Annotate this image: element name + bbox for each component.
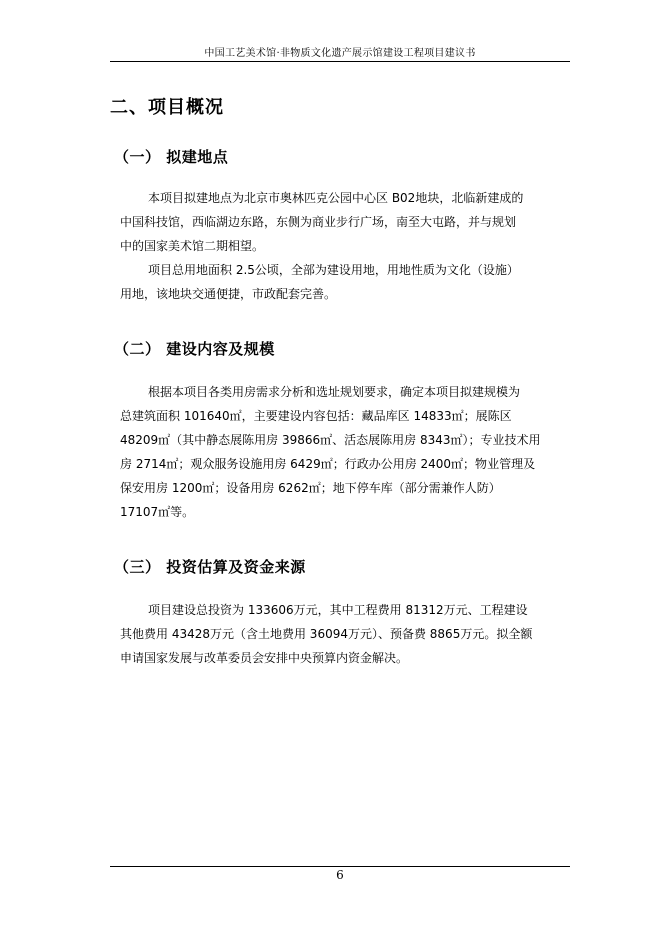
text-line: 总建筑面积 101640㎡，主要建设内容包括：藏品库区 14833㎡；展陈区 (120, 409, 512, 423)
subsection-title-location: （一） 拟建地点 (114, 148, 229, 166)
text-line: 17107㎡等。 (120, 505, 195, 519)
text-line: 用地，该地块交通便捷，市政配套完善。 (120, 287, 337, 301)
text-line: 申请国家发展与改革委员会安排中央预算内资金解决。 (120, 651, 409, 665)
text-line: 中国科技馆，西临湖边东路，东侧为商业步行广场，南至大屯路，并与规划 (120, 215, 517, 229)
text-line: 其他费用 43428万元（含土地费用 36094万元）、预备费 8865万元。拟全额 (120, 627, 533, 641)
text-line: 48209㎡（其中静态展陈用房 39866㎡、活态展陈用房 8343㎡）；专业技术用 (120, 433, 541, 447)
paragraph-investment (120, 598, 562, 670)
section-title: 二、项目概况 (110, 97, 224, 118)
footer-divider (110, 866, 570, 867)
subsection-title-scale: （二） 建设内容及规模 (114, 340, 275, 358)
paragraph-location (120, 186, 562, 306)
header-divider (110, 61, 570, 62)
text-line: 保安用房 1200㎡；设备用房 6262㎡；地下停车库（部分需兼作人防） (120, 481, 501, 495)
page-number: 6 (336, 868, 344, 882)
text-line: 项目建设总投资为 133606万元，其中工程费用 81312万元、工程建设 (148, 603, 528, 617)
text-line: 本项目拟建地点为北京市奥林匹克公园中心区 B02地块，北临新建成的 (148, 191, 524, 205)
text-line: 根据本项目各类用房需求分析和选址规划要求，确定本项目拟建规模为 (148, 385, 521, 399)
subsection-title-investment: （三） 投资估算及资金来源 (114, 558, 306, 576)
text-line: 中的国家美术馆二期相望。 (120, 239, 265, 253)
paragraph-scale (120, 380, 562, 524)
text-line: 房 2714㎡；观众服务设施用房 6429㎡；行政办公用房 2400㎡；物业管理及 (120, 457, 536, 471)
running-header: 中国工艺美术馆·非物质文化遗产展示馆建设工程项目建议书 (204, 48, 476, 59)
text-line: 项目总用地面积 2.5公顷，全部为建设用地，用地性质为文化（设施） (148, 263, 519, 277)
